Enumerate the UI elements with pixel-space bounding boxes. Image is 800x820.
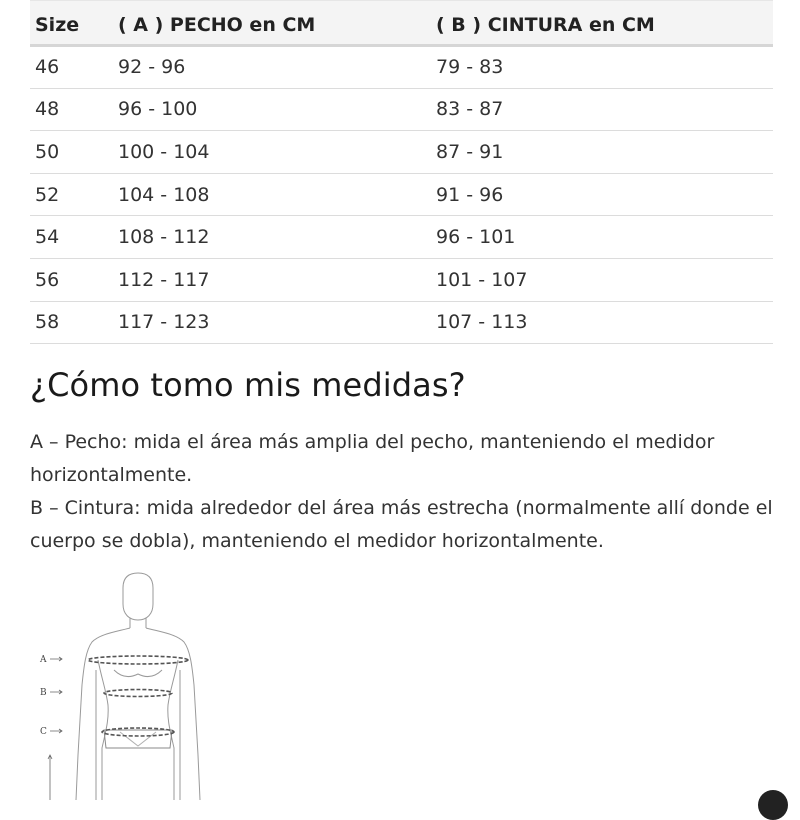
cell-chest: 92 - 96 <box>113 46 431 89</box>
cell-waist: 107 - 113 <box>431 301 773 344</box>
waist-band <box>104 690 172 697</box>
measurement-guide-title: ¿Cómo tomo mis medidas? <box>30 366 466 404</box>
table-row <box>30 301 773 344</box>
size-chart-table <box>30 0 773 344</box>
figure-chest-detail <box>114 670 162 677</box>
cell-waist: 101 - 107 <box>431 258 773 301</box>
cell-chest: 117 - 123 <box>113 301 431 344</box>
cell-size: 54 <box>30 216 113 259</box>
arrow-a-icon <box>50 657 62 661</box>
cell-size: 56 <box>30 258 113 301</box>
cell-waist: 79 - 83 <box>431 46 773 89</box>
header-chest: ( A ) PECHO en CM <box>113 1 431 46</box>
table-header-row <box>30 1 773 46</box>
figure-label-c: C <box>40 727 47 737</box>
page-content <box>30 0 773 737</box>
instruction-chest: A – Pecho: mida el área más amplia del pecho, manteniendo el medidor horizontalmente. <box>30 431 715 486</box>
table-row <box>30 216 773 259</box>
cell-waist: 87 - 91 <box>431 131 773 174</box>
table-row <box>30 173 773 216</box>
header-waist: ( B ) CINTURA en CM <box>431 1 773 46</box>
cell-chest: 108 - 112 <box>113 216 431 259</box>
cell-chest: 112 - 117 <box>113 258 431 301</box>
cell-waist: 83 - 87 <box>431 88 773 131</box>
figure-underwear <box>104 730 172 748</box>
instruction-waist: B – Cintura: mida alrededor del área más estrecha (normalmente allí donde el cuerpo se dobla), manteniendo el medidor horizontalmente. <box>30 497 773 552</box>
figure-label-b: B <box>40 688 47 698</box>
figure-head <box>123 573 153 620</box>
header-size: Size <box>30 1 113 46</box>
arrow-c-icon <box>50 729 62 733</box>
hip-band <box>102 728 174 736</box>
cell-size: 48 <box>30 88 113 131</box>
cell-chest: 104 - 108 <box>113 173 431 216</box>
chest-band <box>88 656 188 664</box>
cell-chest: 100 - 104 <box>113 131 431 174</box>
cell-size: 46 <box>30 46 113 89</box>
cell-size: 50 <box>30 131 113 174</box>
height-arrow-icon <box>48 755 52 800</box>
table-row <box>30 258 773 301</box>
cell-waist: 91 - 96 <box>431 173 773 216</box>
table-row <box>30 131 773 174</box>
cell-size: 52 <box>30 173 113 216</box>
figure-label-a: A <box>40 655 47 665</box>
table-row <box>30 46 773 89</box>
figure-torso <box>76 628 200 800</box>
arrow-b-icon <box>50 690 62 694</box>
cell-size: 58 <box>30 301 113 344</box>
cell-waist: 96 - 101 <box>431 216 773 259</box>
measurement-instructions <box>30 426 778 558</box>
table-row <box>30 88 773 131</box>
cell-chest: 96 - 100 <box>113 88 431 131</box>
body-measurement-figure <box>30 570 250 800</box>
chat-widget-button[interactable] <box>758 790 788 820</box>
